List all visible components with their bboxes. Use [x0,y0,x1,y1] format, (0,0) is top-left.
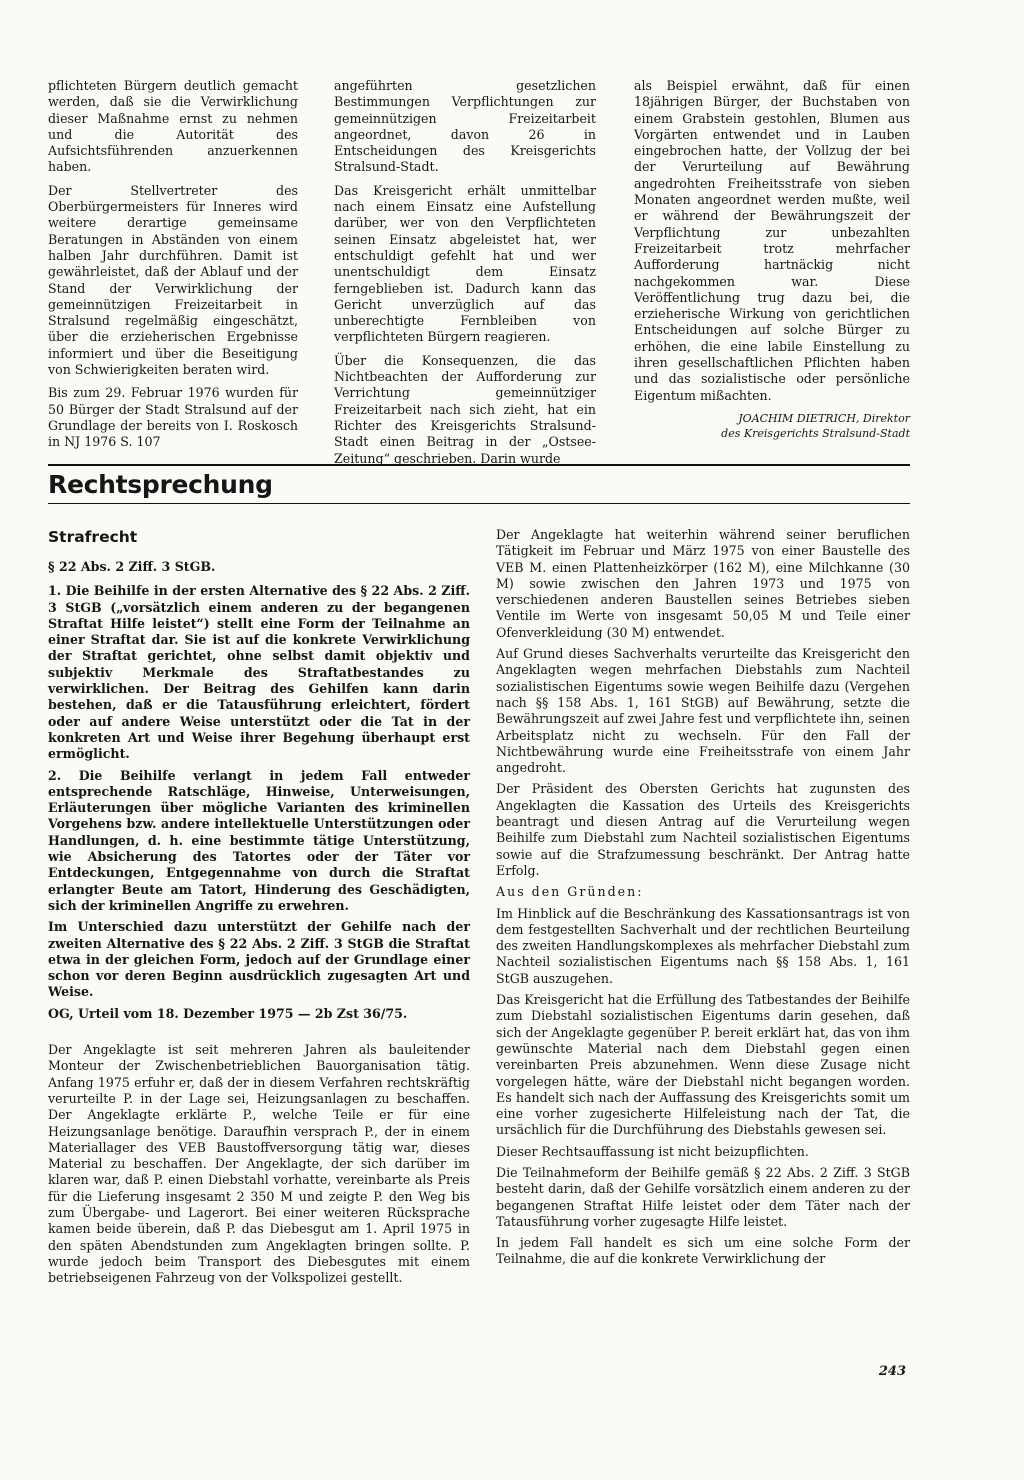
paragraph: Bis zum 29. Februar 1976 wurden für 50 Bürger der Stadt Stralsund auf der Grundlage der bereits von I. Roskosch in NJ 1976 S. 107 [48,385,298,450]
law-reference: § 22 Abs. 2 Ziff. 3 StGB. [48,559,216,574]
ruling-column-right [496,527,910,1357]
paragraph: Im Hinblick auf die Beschränkung des Kassationsantrags ist von dem festgestellten Sachverhalt und der rechtlichen Beurteilung des zweiten Handlungskomplexes als mehrfacher Diebstahl zum Nachteil sozialistischen Eigentums nach §§ 158 Abs. 1, 161 StGB auszugehen. [496,905,910,986]
subsection-title: Strafrecht [48,528,138,546]
paragraph: Dieser Rechtsauffassung ist nicht beizupflichten. [496,1143,809,1159]
top-column-1 [48,78,298,458]
section-title: Rechtsprechung [48,470,273,499]
page-number: 243 [878,1364,906,1379]
top-column-2 [334,78,596,474]
case-body-left [48,1042,470,1286]
paragraph: Der Angeklagte ist seit mehreren Jahren als bauleitender Monteur der Zwischenbetrieblichen Bauorganisation tätig. Anfang 1975 erfuhr er, daß der in diesem Verfahren rechtskräftig verurteilte P. in der Lage sei, Heizungsanlagen zu beschaffen. Der Angeklagte erklärte P., welche Teile er für eine Heizungsanlage benötige. Daraufhin versprach P., der in einem Materiallager des VEB Baustoffversorgung tätig war, dieses Material zu beschaffen. Der Angeklagte, der sich darüber im klaren war, daß P. einen Diebstahl vorhatte, vereinbarte als Preis für die Lieferung insgesamt 2 350 M und zeigte P. den Weg bis zum Übergabe- und Lagerort. Bei einer weiteren Rücksprache kamen beide überein, daß P. das Diebesgut am 1. April 1975 in den späten Abendstunden zum Angeklagten bringen sollte. P. wurde jedoch beim Transport des Diebesgutes mit einem betriebseigenen Fahrzeug von der Volkspolizei gestellt. [48,1042,470,1286]
leitsatz-paragraph: Im Unterschied dazu unterstützt der Gehilfe nach der zweiten Alternative des § 22 Abs. 2 Ziff. 3 StGB die Straftat etwa in der gleichen Form, jedoch auf der Grundlage einer schon vor deren Beginn ausdrücklich zugesagten Art und Weise. [48,919,470,1000]
leitsatz-paragraph: 2. Die Beihilfe verlangt in jedem Fall entweder entsprechende Ratschläge, Hinweise, Unterweisungen, Erläuterungen über mögliche Varianten des kriminellen Vorgehens bzw. andere intellektuelle Unterstützungen oder Handlungen, d. h. eine bestimmte tätige Unterstützung, wie Absicherung des Tatortes oder der Täter vor Entdeckungen, Entgegennahme von durch die Straftat erlangter Beute am Tatort, Hinderung des Geschädigten, sich der kriminellen Angriffe zu erwehren. [48,767,470,913]
paragraph: Das Kreisgericht erhält unmittelbar nach einem Einsatz eine Aufstellung darüber, wer von den Verpflichteten seinen Einsatz abgeleistet hat, wer entschuldigt gefehlt hat und wer unentschuldigt dem Einsatz ferngeblieben ist. Dadurch kann das Gericht unverzüglich auf das unberechtigte Fernbleiben von verpflichteten Bürgern reagieren. [334,182,596,345]
paragraph: angeführten gesetzlichen Bestimmungen Verpflichtungen zur gemeinnützigen Freizeitarbeit angeordnet, davon 26 in Entscheidungen des Kreisgerichts Stralsund-Stadt. [334,78,596,175]
paragraph: Das Kreisgericht hat die Erfüllung des Tatbestandes der Beihilfe zum Diebstahl sozialistischen Eigentums darin gesehen, daß sich der Angeklagte gegenüber P. bereit erklärt hat, das von ihm gewünschte Material nach dem Diebstahl gegen einen vereinbarten Preis abzunehmen. Wenn diese Zusage nicht vorgelegen hätte, wäre der Diebstahl nicht begangen worden. Es handelt sich nach der Auffassung des Kreisgerichts somit um eine vorher zugesicherte Hilfeleistung nach der Tat, die ursächlich für die Durchführung des Diebstahls gewesen sei. [496,992,910,1138]
ruling-column-left [48,527,470,1357]
section-divider [48,464,910,466]
paragraph: In jedem Fall handelt es sich um eine solche Form der Teilnahme, die auf die konkrete Verwirklichung der [496,1235,910,1267]
case-reference: OG, Urteil vom 18. Dezember 1975 — 2b Zst 36/75. [48,1005,408,1021]
paragraph: pflichteten Bürgern deutlich gemacht werden, daß sie die Verwirklichung dieser Maßnahme ernst zu nehmen und die Autorität des Aufsichtsführenden anzuerkennen haben. [48,78,298,175]
paragraph: Über die Konsequenzen, die das Nichtbeachten der Aufforderung zur Verrichtung gemeinnütziger Freizeitarbeit nach sich zieht, hat ein Richter des Kreisgerichts Stralsund-Stadt einen Beitrag in der „Ostsee-Zeitung“ geschrieben. Darin wurde [334,352,596,466]
top-article-continuation [48,78,910,466]
paragraph: Die Teilnahmeform der Beihilfe gemäß § 22 Abs. 2 Ziff. 3 StGB besteht darin, daß der Gehilfe vorsätzlich einem anderen zu der begangenen Straftat Hilfe leistet oder dem Täter nach der Tatausführung vorher zugesagte Hilfe leistet. [496,1164,910,1229]
paragraph: als Beispiel erwähnt, daß für einen 18jährigen Bürger, der Buchstaben von einem Grabstein gestohlen, Blumen aus Vorgärten entwendet und in Lauben eingebrochen hatte, der Vollzug der bei der Verurteilung auf Bewährung angedrohten Freiheitsstrafe von sieben Monaten angeordnet werden mußte, weil er während der Bewährungszeit der Verpflichtung zur unbezahlten Freizeitarbeit trotz mehrfacher Aufforderung hartnäckig nicht nachgekommen war. Diese Veröffentlichung trug dazu bei, die erzieherische Wirkung von gerichtlichen Entscheidungen auf solche Bürger zu erhöhen, die eine labile Einstellung zu ihren gesellschaftlichen Pflichten haben und das sozialistische oder persönliche Eigentum mißachten. [634,78,910,403]
section-underline [48,503,910,504]
paragraph: Der Präsident des Obersten Gerichts hat zugunsten des Angeklagten die Kassation des Urteils des Kreisgerichts beantragt und diesen Antrag auf die Verurteilung wegen Beihilfe zum Diebstahl zum Nachteil sozialistischen Eigentums sowie auf die Strafzumessung beschränkt. Der Antrag hatte Erfolg. [496,781,910,878]
case-body-right [496,527,910,1268]
top-column-3 [634,78,910,441]
leitsatz-paragraph: 1. Die Beihilfe in der ersten Alternative des § 22 Abs. 2 Ziff. 3 StGB („vorsätzlich einem anderen zu der begangenen Straftat Hilfe leistet“) stellt eine Form der Teilnahme an einer Straftat dar. Sie ist auf die konkrete Verwirklichung der Straftat gerichtet, ohne selbst damit objektiv und subjektiv Merkmale des Straftatbestandes zu verwirklichen. Der Beitrag des Gehilfen kann darin bestehen, daß er die Tatausführung erleichtert, fördert oder auf andere Weise unterstützt oder die Tat in der konkreten Art und Weise ihrer Begehung überhaupt erst ermöglicht. [48,583,470,762]
signature-line: JOACHIM DIETRICH, Direktor [738,411,910,425]
signature-line: des Kreisgerichts Stralsund-Stadt [721,426,910,440]
paragraph: Auf Grund dieses Sachverhalts verurteilte das Kreisgericht den Angeklagten wegen mehrfachen Diebstahls zum Nachteil sozialistischen Eigentums sowie wegen Beihilfe dazu (Vergehen nach §§ 158 Abs. 1, 161 StGB) auf Bewährung, setzte die Bewährungszeit auf zwei Jahre fest und verpflichtete ihn, seinen Arbeitsplatz nicht zu wechseln. Für den Fall der Nichtbewährung wurde eine Freiheitsstrafe von einem Jahr angedroht. [496,646,910,776]
paragraph: Der Angeklagte hat weiterhin während seiner beruflichen Tätigkeit im Februar und März 1975 von einer Baustelle des VEB M. einen Plattenheizkörper (162 M), eine Milchkanne (30 M) sowie zwischen den Jahren 1973 und 1975 von verschiedenen anderen Baustellen seines Betriebes sieben Ventile im Werte von insgesamt 50,05 M und Teile einer Ofenverkleidung (30 M) entwendet. [496,527,910,640]
paragraph: Der Stellvertreter des Oberbürgermeisters für Inneres wird weitere derartige gemeinsame Beratungen in Abständen von einem halben Jahr durchführen. Damit ist gewährleistet, daß der Ablauf und der Stand der Verwirklichung der gemeinnützigen Freizeitarbeit in Stralsund regelmäßig eingeschätzt, über die erzieherischen Ergebnisse informiert und über die Beseitigung von Schwierigkeiten beraten wird. [48,182,298,378]
author-signature [634,411,910,441]
reasons-heading: Aus den Gründen: [496,884,644,900]
